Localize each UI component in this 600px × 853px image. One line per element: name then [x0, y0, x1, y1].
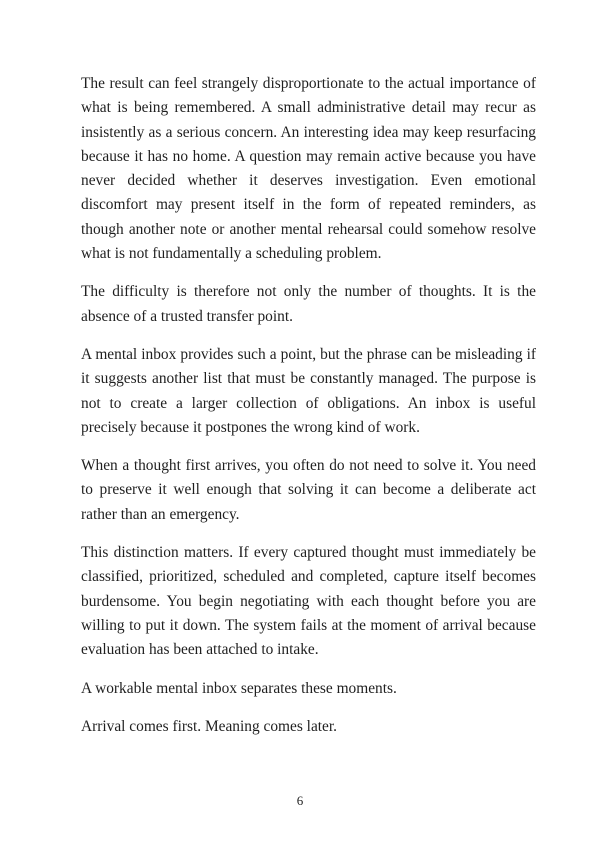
body-text	[81, 72, 536, 739]
paragraph-7: Arrival comes first. Meaning comes later.	[81, 717, 338, 735]
paragraph-2: The difficulty is therefore not only the number of thoughts. It is the absence of a trusted transfer point.	[81, 283, 536, 325]
paragraph-1: The result can feel strangely disproportionate to the actual importance of what is being remembered. A small administrative detail may recur as insistently as a serious concern. An interesting idea may keep resurfacing because it has no home. A question may remain active because you have never decided whether it deserves investigation. Even emotional discomfort may present itself in the form of repeated reminders, as though another note or another mental rehearsal could somehow resolve what is not fundamentally a scheduling problem.	[81, 75, 536, 263]
paragraph-6: A workable mental inbox separates these moments.	[81, 679, 397, 697]
page-number: 6	[296, 793, 304, 808]
paragraph-4: When a thought first arrives, you often do not need to solve it. You need to preserve it well enough that solving it can become a deliberate act rather than an emergency.	[81, 457, 536, 523]
paragraph-3: A mental inbox provides such a point, but the phrase can be misleading if it suggests another list that must be constantly managed. The purpose is not to create a larger collection of obligations. An inbox is useful precisely because it postpones the wrong kind of work.	[81, 345, 536, 436]
paragraph-5: This distinction matters. If every captured thought must immediately be classified, prioritized, scheduled and completed, capture itself becomes burdensome. You begin negotiating with each thought before you are willing to put it down. The system fails at the moment of arrival because evaluation has been attached to intake.	[81, 544, 536, 659]
